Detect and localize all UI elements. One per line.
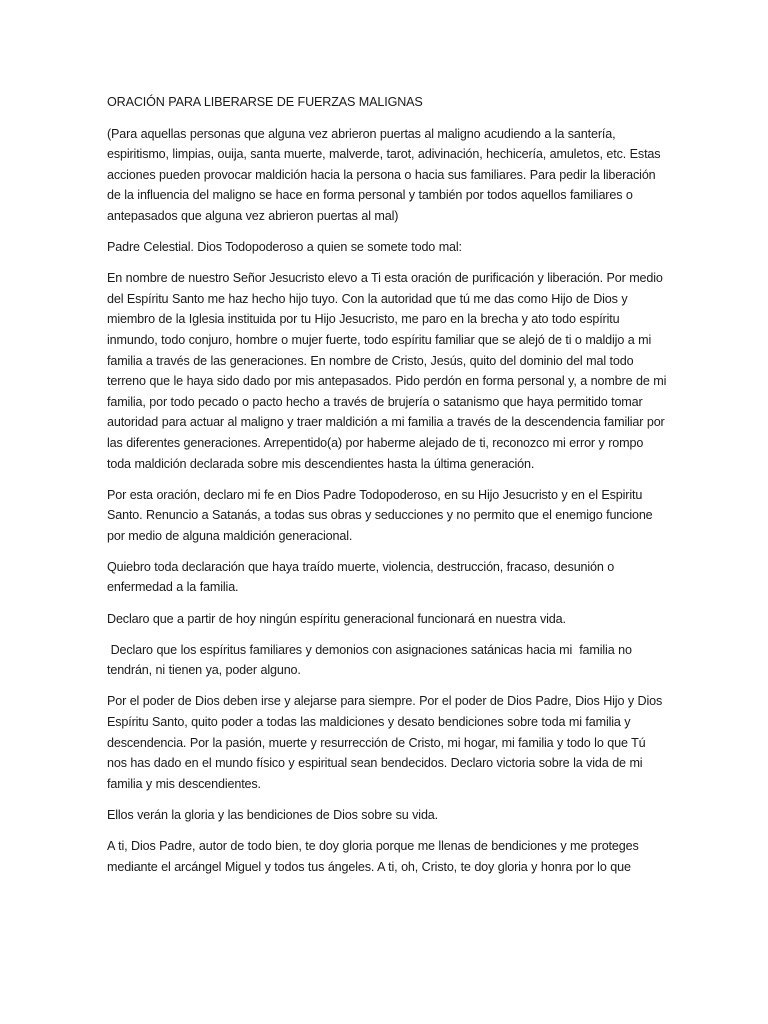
- paragraph-glory: Ellos verán la gloria y las bendiciones de Dios sobre su vida.: [107, 807, 439, 822]
- paragraph-power-of-god: Por el poder de Dios deben irse y alejarse para siempre. Por el poder de Dios Padre, Dios Hijo y Dios Espíritu Santo, quito poder a todas las maldiciones y desato bendiciones sobre toda mi familia y descendencia. Por la pasión, muerte y resurrección de Cristo, mi hogar, mi familia y todo lo que Tú nos has dado en el mundo físico y espiritual sean bendecidos. Declaro victoria sobre la vida de mi familia y mis descendientes.: [107, 694, 663, 791]
- paragraph-break-declarations: Quiebro toda declaración que haya traído muerte, violencia, destrucción, fracaso, desunión o enfermedad a la familia.: [107, 559, 615, 595]
- document-title: ORACIÓN PARA LIBERARSE DE FUERZAS MALIGNAS: [107, 95, 423, 109]
- paragraph-prayer-main: En nombre de nuestro Señor Jesucristo elevo a Ti esta oración de purificación y liberación. Por medio del Espíritu Santo me haz hecho hijo tuyo. Con la autoridad que tú me das como Hijo de Dios y miembro de la Iglesia instituida por tu Hijo Jesucristo, me paro en la brecha y ato todo espíritu inmundo, todo conjuro, hombre o mujer fuerte, todo espíritu familiar que se alejó de ti o maldijo a mi familia a través de las generaciones. En nombre de Cristo, Jesús, quito del dominio del mal todo terreno que le haya sido dado por mis antepasados. Pido perdón en forma personal y, a nombre de mi familia, por todo pecado o pacto hecho a través de brujería o satanismo que haya permitido tomar autoridad para actuar al maligno y traer maldición a mi familia a través de la descendencia familiar por las diferentes generaciones. Arrepentido(a) por haberme alejado de ti, reconozco mi error y rompo toda maldición declarada sobre mis descendientes hasta la última generación.: [107, 271, 667, 471]
- paragraph-familiar-spirits: Declaro que los espíritus familiares y demonios con asignaciones satánicas hacia mi familia no tendrán, ni tienen ya, poder alguno.: [107, 642, 636, 678]
- paragraph-generational: Declaro que a partir de hoy ningún espíritu generacional funcionará en nuestra vida.: [107, 611, 566, 626]
- paragraph-declaration-faith: Por esta oración, declaro mi fe en Dios Padre Todopoderoso, en su Hijo Jesucristo y en el Espiritu Santo. Renuncio a Satanás, a todas sus obras y seducciones y no permito que el enemigo funcione por medio de alguna maldición generacional.: [107, 487, 653, 543]
- paragraph-invocation: Padre Celestial. Dios Todopoderoso a quien se somete todo mal:: [107, 240, 462, 255]
- document-body: [107, 92, 667, 888]
- paragraph-praise: A ti, Dios Padre, autor de todo bien, te doy gloria porque me llenas de bendiciones y me proteges mediante el arcángel Miguel y todos tus ángeles. A ti, oh, Cristo, te doy gloria y honra por lo que: [107, 838, 639, 874]
- paragraph-intro: (Para aquellas personas que alguna vez abrieron puertas al maligno acudiendo a la santería, espiritismo, limpias, ouija, santa muerte, malverde, tarot, adivinación, hechicería, amuletos, etc. Estas acciones pueden provocar maldición hacia la persona o hacia sus familiares. Para pedir la liberación de la influencia del maligno se hace en forma personal y también por todos aquellos familiares o antepasados que alguna vez abrieron puertas al mal): [107, 126, 661, 223]
